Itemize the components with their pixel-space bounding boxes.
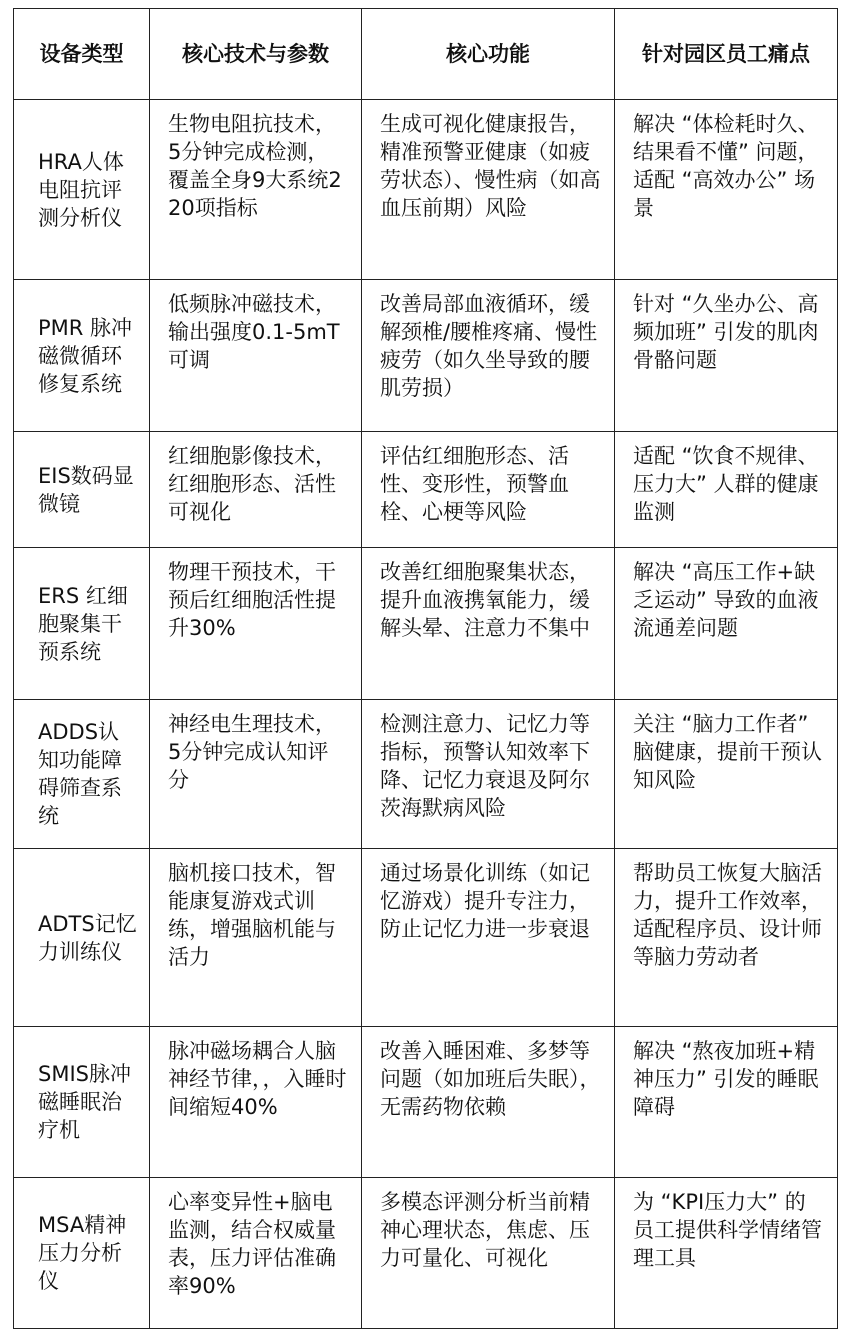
pain-cell: 解决 “熬夜加班+精神压力” 引发的睡眠障碍 [615,1027,838,1178]
pain-cell: 适配 “饮食不规律、压力大” 人群的健康监测 [615,432,838,548]
header-core-function: 核心功能 [362,9,615,100]
table-row [14,100,838,280]
header-row [14,9,838,100]
function-cell: 多模态评测分析当前精神心理状态，焦虑、压力可量化、可视化 [362,1178,615,1329]
device-cell: HRA人体电阻抗评测分析仪 [14,100,150,280]
table-row [14,700,838,849]
function-cell: 评估红细胞形态、活性、变形性，预警血栓、心梗等风险 [362,432,615,548]
function-cell: 改善局部血液循环，缓解颈椎/腰椎疼痛、慢性疲劳（如久坐导致的腰肌劳损） [362,280,615,432]
tech-cell: 生物电阻抗技术，5分钟完成检测，覆盖全身9大系统220项指标 [150,100,362,280]
pain-cell: 解决 “高压工作+缺乏运动” 导致的血液流通差问题 [615,548,838,700]
function-cell: 改善入睡困难、多梦等问题（如加班后失眠），无需药物依赖 [362,1027,615,1178]
device-cell: SMIS脉冲磁睡眠治疗机 [14,1027,150,1178]
table-row [14,432,838,548]
device-cell: ERS 红细胞聚集干预系统 [14,548,150,700]
device-cell: MSA精神压力分析仪 [14,1178,150,1329]
tech-cell: 脉冲磁场耦合人脑神经节律，，入睡时间缩短40% [150,1027,362,1178]
function-cell: 检测注意力、记忆力等指标，预警认知效率下降、记忆力衰退及阿尔茨海默病风险 [362,700,615,849]
pain-cell: 帮助员工恢复大脑活力，提升工作效率，适配程序员、设计师等脑力劳动者 [615,849,838,1027]
tech-cell: 心率变异性+脑电监测，结合权威量表，压力评估准确率90% [150,1178,362,1329]
table-row [14,849,838,1027]
tech-cell: 神经电生理技术，5分钟完成认知评分 [150,700,362,849]
table-row [14,280,838,432]
pain-cell: 为 “KPI压力大” 的员工提供科学情绪管理工具 [615,1178,838,1329]
header-device-type: 设备类型 [14,9,150,100]
device-table [13,8,838,1329]
function-cell: 通过场景化训练（如记忆游戏）提升专注力，防止记忆力进一步衰退 [362,849,615,1027]
header-pain-points: 针对园区员工痛点 [615,9,838,100]
pain-cell: 针对 “久坐办公、高频加班” 引发的肌肉骨骼问题 [615,280,838,432]
table-row [14,548,838,700]
device-cell: EIS数码显微镜 [14,432,150,548]
tech-cell: 低频脉冲磁技术，输出强度0.1-5mT可调 [150,280,362,432]
device-cell: ADTS记忆力训练仪 [14,849,150,1027]
pain-cell: 解决 “体检耗时久、结果看不懂” 问题，适配 “高效办公” 场景 [615,100,838,280]
tech-cell: 红细胞影像技术，红细胞形态、活性可视化 [150,432,362,548]
function-cell: 生成可视化健康报告，精准预警亚健康（如疲劳状态）、慢性病（如高血压前期）风险 [362,100,615,280]
table-row [14,1027,838,1178]
pain-cell: 关注 “脑力工作者” 脑健康，提前干预认知风险 [615,700,838,849]
tech-cell: 脑机接口技术，智能康复游戏式训练，增强脑机能与活力 [150,849,362,1027]
tech-cell: 物理干预技术，干预后红细胞活性提升30% [150,548,362,700]
device-cell: ADDS认知功能障碍筛查系统 [14,700,150,849]
function-cell: 改善红细胞聚集状态，提升血液携氧能力，缓解头晕、注意力不集中 [362,548,615,700]
header-core-tech: 核心技术与参数 [150,9,362,100]
table-row [14,1178,838,1329]
device-cell: PMR 脉冲磁微循环修复系统 [14,280,150,432]
